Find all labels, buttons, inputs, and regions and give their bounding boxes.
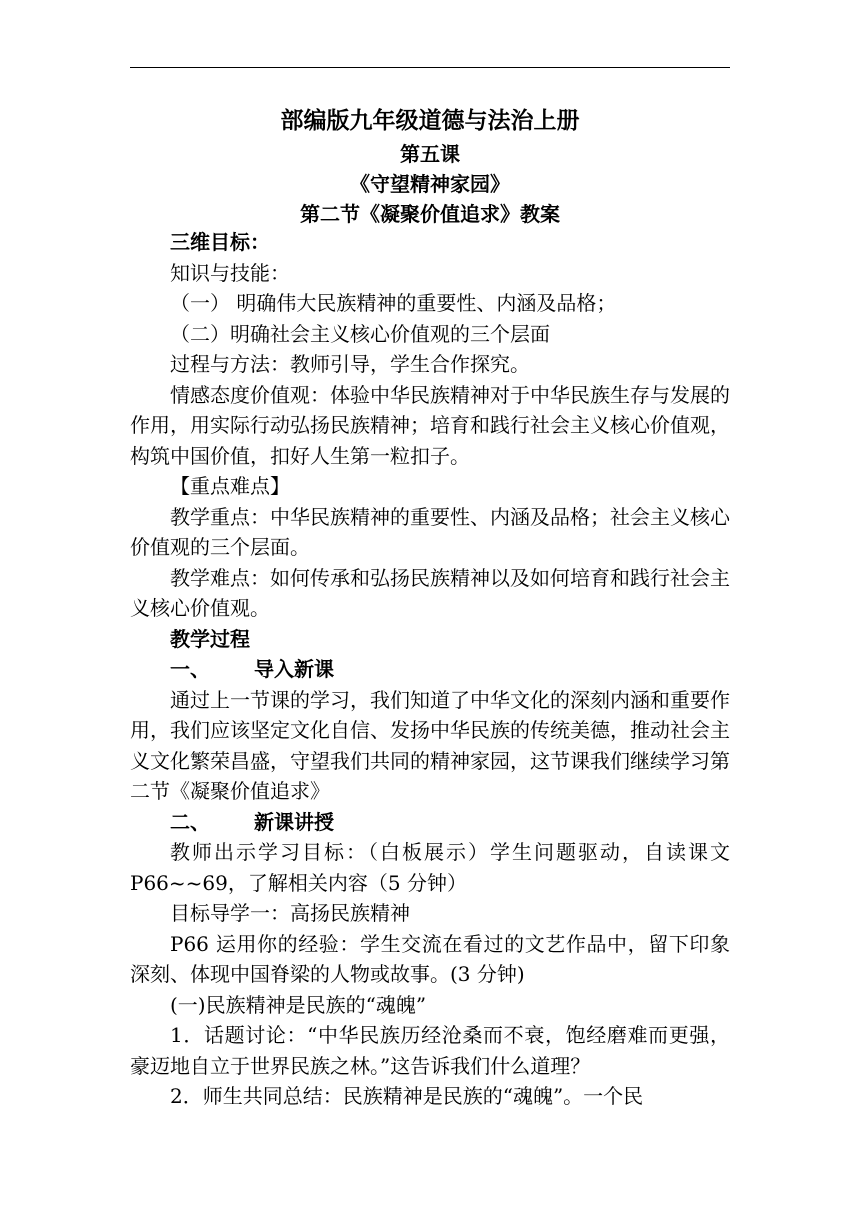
step-2-heading — [130, 807, 730, 838]
knowledge-item-1: （一） 明确伟大民族精神的重要性、内涵及品格； — [170, 291, 617, 315]
process-heading: 教学过程 — [170, 626, 250, 651]
discussion-paragraph: 1．话题讨论：“中华民族历经沧桑而不衰，饱经磨难而更强，豪迈地自立于世界民族之林。”这告诉我们什么道理？ — [130, 1023, 730, 1078]
step-1-number: 一、 — [170, 657, 210, 681]
summary-paragraph: 2．师生共同总结：民族精神是民族的“魂魄”。一个民 — [170, 1084, 644, 1108]
step-2-number: 二、 — [170, 809, 210, 834]
section-title: 第二节《凝聚价值追求》教案 — [300, 202, 560, 226]
step-1-title: 导入新课 — [254, 657, 334, 681]
step-2-title: 新课讲授 — [254, 809, 334, 834]
lesson-title: 第五课 — [400, 142, 460, 166]
subheading-1: (一)民族精神是民族的“魂魄” — [170, 992, 427, 1017]
objective-display: 教师出示学习目标：（白板展示）学生问题驱动，自读课文 P66~~69，了解相关内容（5 分钟） — [130, 840, 730, 895]
knowledge-heading: 知识与技能： — [170, 260, 290, 285]
step-1-heading — [130, 654, 730, 685]
intro-paragraph: 通过上一节课的学习，我们知道了中华文化的深刻内涵和重要作用，我们应该坚定文化自信、发扬中华民族的传统美德，推动社会主义文化繁荣昌盛，守望我们共同的精神家园，这节课我们继续学习第二节《凝聚价值追求》 — [130, 687, 730, 803]
knowledge-item-2: （二）明确社会主义核心价值观的三个层面 — [170, 321, 550, 346]
goal-1: 目标导学一：高扬民族精神 — [170, 901, 410, 925]
title-block — [130, 103, 730, 229]
goals-heading: 三维目标： — [170, 230, 270, 254]
key-point: 教学重点：中华民族精神的重要性、内涵及品格；社会主义核心价值观的三个层面。 — [130, 504, 730, 559]
unit-title: 《守望精神家园》 — [350, 172, 510, 196]
key-points-heading: 【重点难点】 — [170, 474, 290, 498]
header-rule — [130, 67, 730, 68]
difficult-point: 教学难点：如何传承和弘扬民族精神以及如何培育和践行社会主义核心价值观。 — [130, 565, 730, 620]
emotion-values: 情感态度价值观：体验中华民族精神对于中华民族生存与发展的作用，用实际行动弘扬民族精神；培育和践行社会主义核心价值观，构筑中国价值，扣好人生第一粒扣子。 — [130, 382, 730, 468]
document-title: 部编版九年级道德与法治上册 — [280, 108, 580, 134]
process-method: 过程与方法：教师引导，学生合作探究。 — [170, 352, 530, 376]
p66-activity: P66 运用你的经验：学生交流在看过的文艺作品中，留下印象深刻、体现中国脊梁的人物或故事。(3 分钟) — [130, 931, 730, 986]
document-body — [130, 227, 730, 1112]
